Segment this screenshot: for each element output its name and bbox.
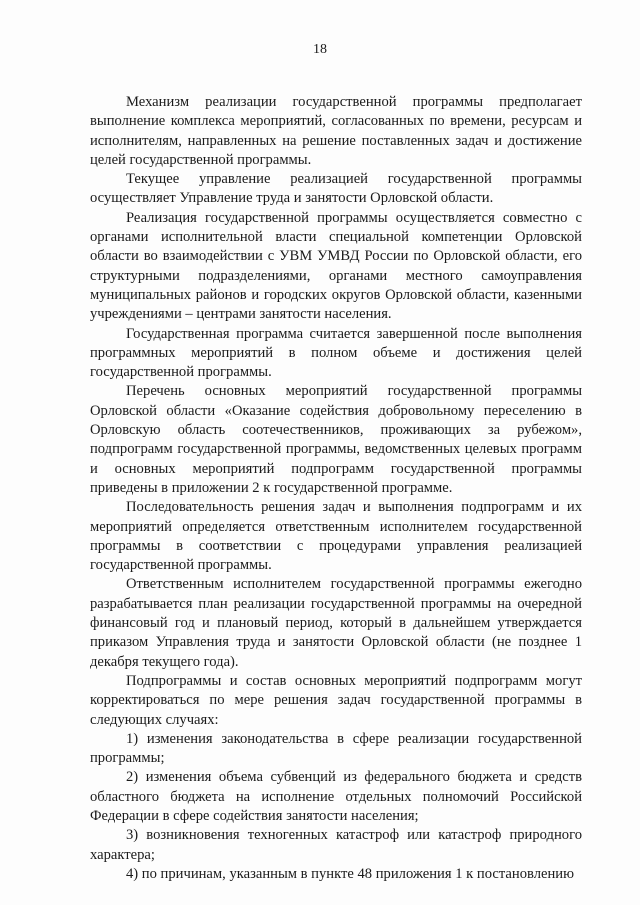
paragraph-sequence: Последовательность решения задач и выполнения подпрограмм и их мероприятий определяется ответственным исполнителем государственной программы в соответствии с процедурами управления реализацией государственной программы.	[90, 499, 582, 574]
list-item-1: 1) изменения законодательства в сфере реализации государственной программы;	[90, 730, 582, 767]
paragraph-current-management: Текущее управление реализацией государственной программы осуществляет Управление труда и занятости Орловской области.	[90, 171, 582, 207]
paragraph-joint-implementation: Реализация государственной программы осуществляется совместно с органами исполнительной власти специальной компетенции Орловской области во взаимодействии с УВМ УМВД России по Орловской области, его структурными подразделениями, органами местного самоуправления муниципальных районов и городских округов Орловской области, казенными учреждениями – центрами занятости населения.	[90, 209, 582, 323]
page-number: 18	[313, 42, 327, 57]
paragraph-program-completion: Государственная программа считается завершенной после выполнения программных мероприятий в полном объеме и достижения целей государственной программы.	[90, 325, 582, 381]
list-item-3: 3) возникновения техногенных катастроф или катастроф природного характера;	[90, 827, 582, 863]
paragraph-activities-list: Перечень основных мероприятий государственной программы Орловской области «Оказание содействия добровольному переселению в Орловскую область соотечественников, проживающих за рубежом», подпрограмм государственной программы, ведомственных целевых программ и основных мероприятий подпрограмм государственной программы приведены в приложении 2 к государственной программе.	[90, 383, 582, 496]
document-body	[90, 93, 582, 884]
paragraph-annual-plan: Ответственным исполнителем государственной программы ежегодно разрабатывается план реализации государственной программы на очередной финансовый год и плановый период, который в дальнейшем утверждается приказом Управления труда и занятости Орловской области (не позднее 1 декабря текущего года).	[90, 576, 582, 670]
list-item-2: 2) изменения объема субвенций из федерального бюджета и средств областного бюджета на исполнение отдельных полномочий Российской Федерации в сфере содействия занятости населения;	[90, 769, 582, 824]
paragraph-adjustment-cases: Подпрограммы и состав основных мероприятий подпрограмм могут корректироваться по мере решения задач государственной программы в следующих случаях:	[90, 672, 582, 728]
paragraph-implementation-mechanism: Механизм реализации государственной программы предполагает выполнение комплекса мероприятий, согласованных по времени, ресурсам и исполнителям, направленных на решение поставленных задач и достижение целей государственной программы.	[90, 94, 582, 168]
list-item-4: 4) по причинам, указанным в пункте 48 приложения 1 к постановлению	[126, 865, 574, 882]
